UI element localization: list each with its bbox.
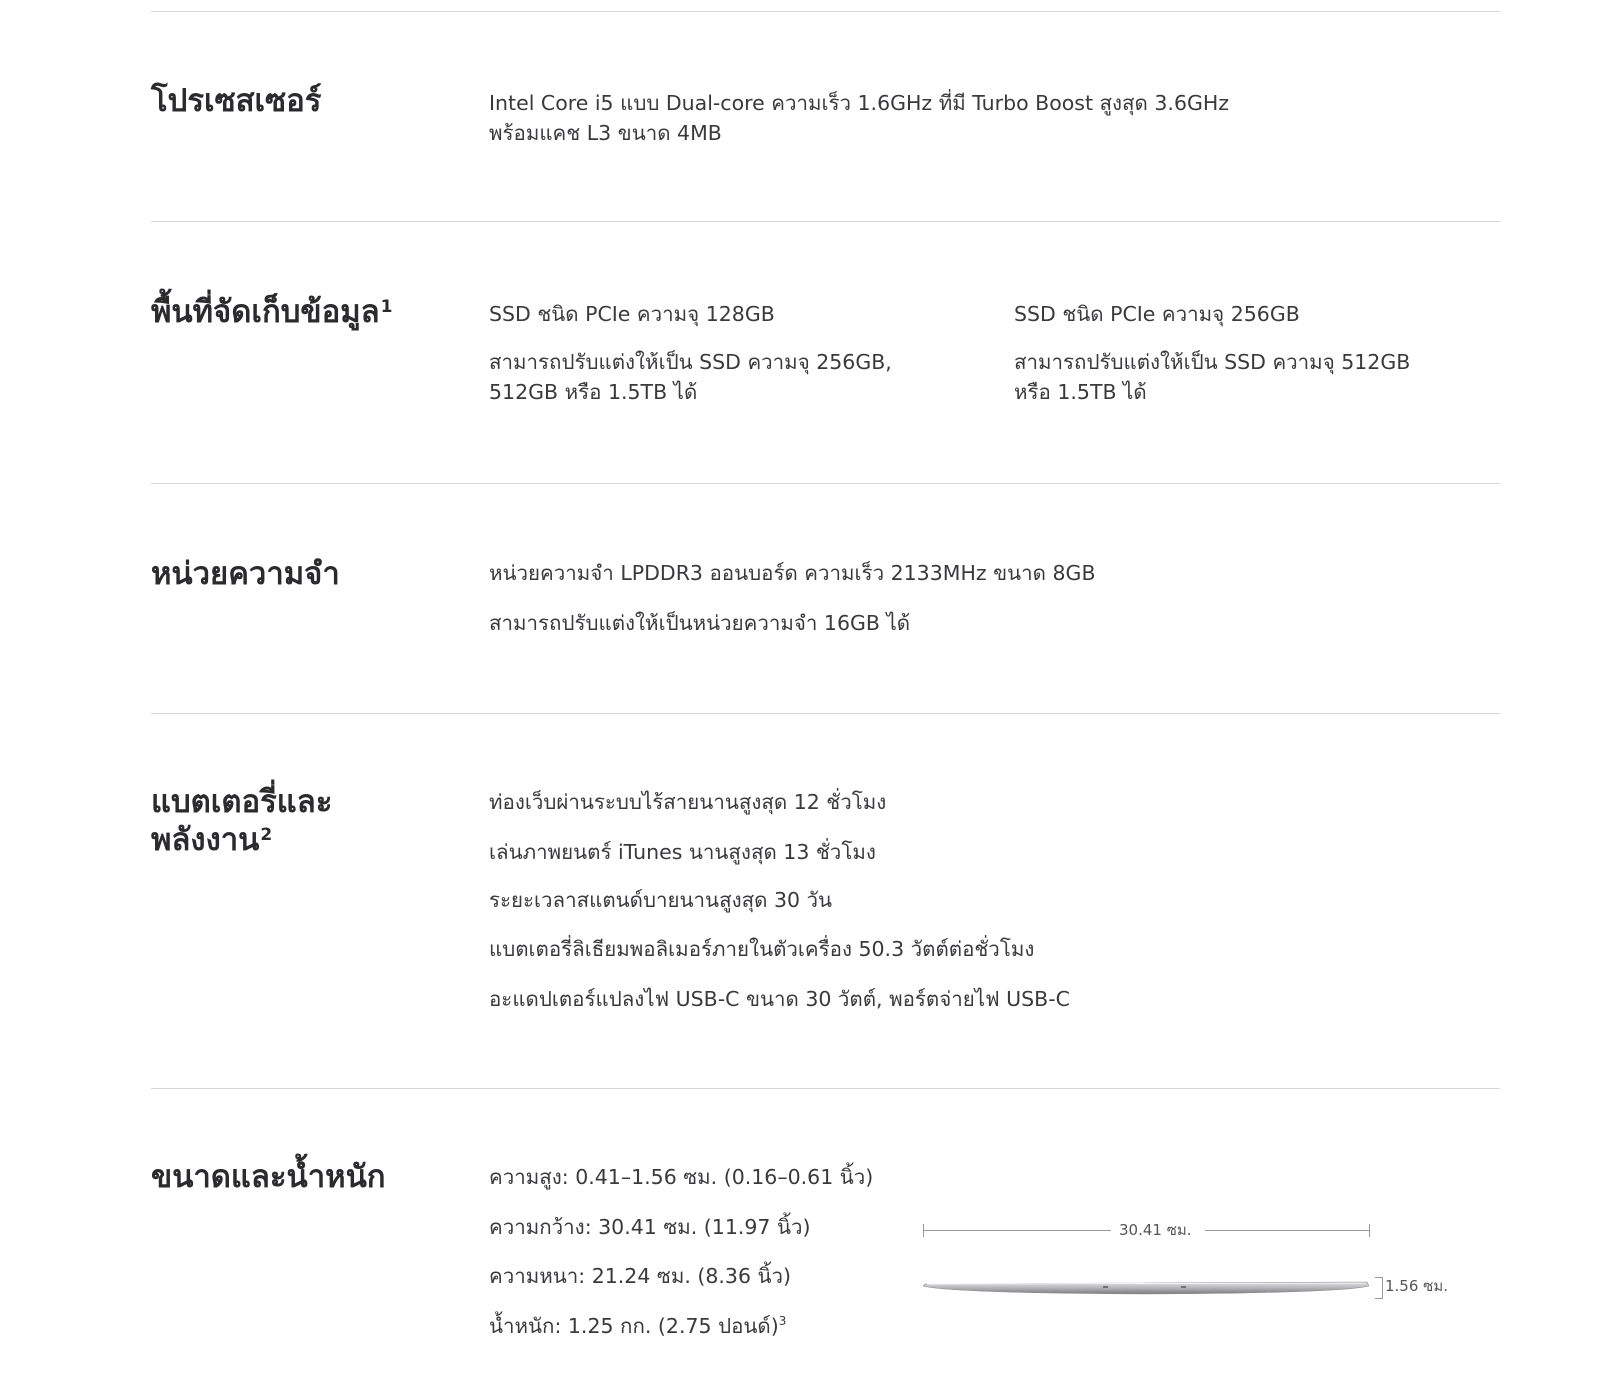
width-line-right: [1205, 1230, 1369, 1231]
memory-divider: [151, 713, 1500, 714]
size-weight-value: [489, 1311, 786, 1342]
weight-footnote[interactable]: 3: [778, 1314, 787, 1328]
processor-divider: [151, 221, 1500, 222]
battery-line-1: ท่องเว็บผ่านระบบไร้สายนานสูงสุด 12 ชั่วโมง: [489, 790, 887, 814]
storage-footnote[interactable]: 1: [380, 297, 393, 317]
storage-option2-base: SSD ชนิด PCIe ความจุ 256GB: [1014, 302, 1300, 326]
processor-line-1: Intel Core i5 แบบ Dual-core ความเร็ว 1.6GHz ที่มี Turbo Boost สูงสุด 3.6GHz: [489, 91, 1230, 115]
size-weight-text: น้ำหนัก: 1.25 กก. (2.75 ปอนด์): [489, 1314, 779, 1338]
storage-option2-upgrade-2: หรือ 1.5TB ได้: [1014, 380, 1147, 404]
size-height: ความสูง: 0.41–1.56 ซม. (0.16–0.61 นิ้ว): [489, 1165, 874, 1189]
storage-option1-upgrade-1: สามารถปรับแต่งให้เป็น SSD ความจุ 256GB,: [489, 350, 892, 374]
laptop-side-profile-icon: [923, 1280, 1369, 1298]
memory-line-2: สามารถปรับแต่งให้เป็นหน่วยความจำ 16GB ได้: [489, 611, 911, 635]
width-tick-right: [1369, 1224, 1370, 1237]
battery-line-5: อะแดปเตอร์แปลงไฟ USB-C ขนาด 30 วัตต์, พอร์ตจ่ายไฟ USB-C: [489, 987, 1070, 1011]
thickness-dimension-label: 1.56 ซม.: [1385, 1277, 1449, 1295]
tech-specs-page: [151, 0, 1500, 1395]
storage-title: [151, 293, 471, 331]
storage-option2-upgrade-1: สามารถปรับแต่งให้เป็น SSD ความจุ 512GB: [1014, 350, 1411, 374]
laptop-dimension-diagram: [923, 1210, 1463, 1300]
size-depth: ความหนา: 21.24 ซม. (8.36 นิ้ว): [489, 1264, 792, 1288]
memory-title: หน่วยความจำ: [151, 556, 340, 592]
battery-line-4: แบตเตอรี่ลิเธียมพอลิเมอร์ภายในตัวเครื่อง 50.3 วัตต์ต่อชั่วโมง: [489, 937, 1035, 961]
width-line-left: [923, 1230, 1111, 1231]
storage-title-text: พื้นที่จัดเก็บข้อมูล: [151, 294, 380, 330]
storage-option1-base: SSD ชนิด PCIe ความจุ 128GB: [489, 302, 775, 326]
top-divider: [151, 11, 1500, 12]
battery-title-line-2-wrap: [151, 821, 471, 859]
battery-title-line-2: พลังงาน: [151, 822, 260, 858]
thickness-bracket: [1375, 1277, 1383, 1299]
battery-title-line-1: แบตเตอรี่และ: [151, 784, 333, 820]
battery-line-2: เล่นภาพยนตร์ iTunes นานสูงสุด 13 ชั่วโมง: [489, 840, 876, 864]
battery-footnote[interactable]: 2: [260, 825, 273, 845]
memory-line-1: หน่วยความจำ LPDDR3 ออนบอร์ด ความเร็ว 2133MHz ขนาด 8GB: [489, 561, 1096, 585]
storage-option1-upgrade-2: 512GB หรือ 1.5TB ได้: [489, 380, 698, 404]
size-weight-title: ขนาดและน้ำหนัก: [151, 1159, 386, 1195]
battery-line-3: ระยะเวลาสแตนด์บายนานสูงสุด 30 วัน: [489, 888, 833, 912]
processor-title: โปรเซสเซอร์: [151, 83, 322, 119]
storage-divider: [151, 483, 1500, 484]
width-dimension-label: 30.41 ซม.: [1119, 1221, 1192, 1239]
battery-title: [151, 783, 471, 859]
battery-divider: [151, 1088, 1500, 1089]
processor-line-2: พร้อมแคช L3 ขนาด 4MB: [489, 121, 722, 145]
size-width: ความกว้าง: 30.41 ซม. (11.97 นิ้ว): [489, 1215, 811, 1239]
